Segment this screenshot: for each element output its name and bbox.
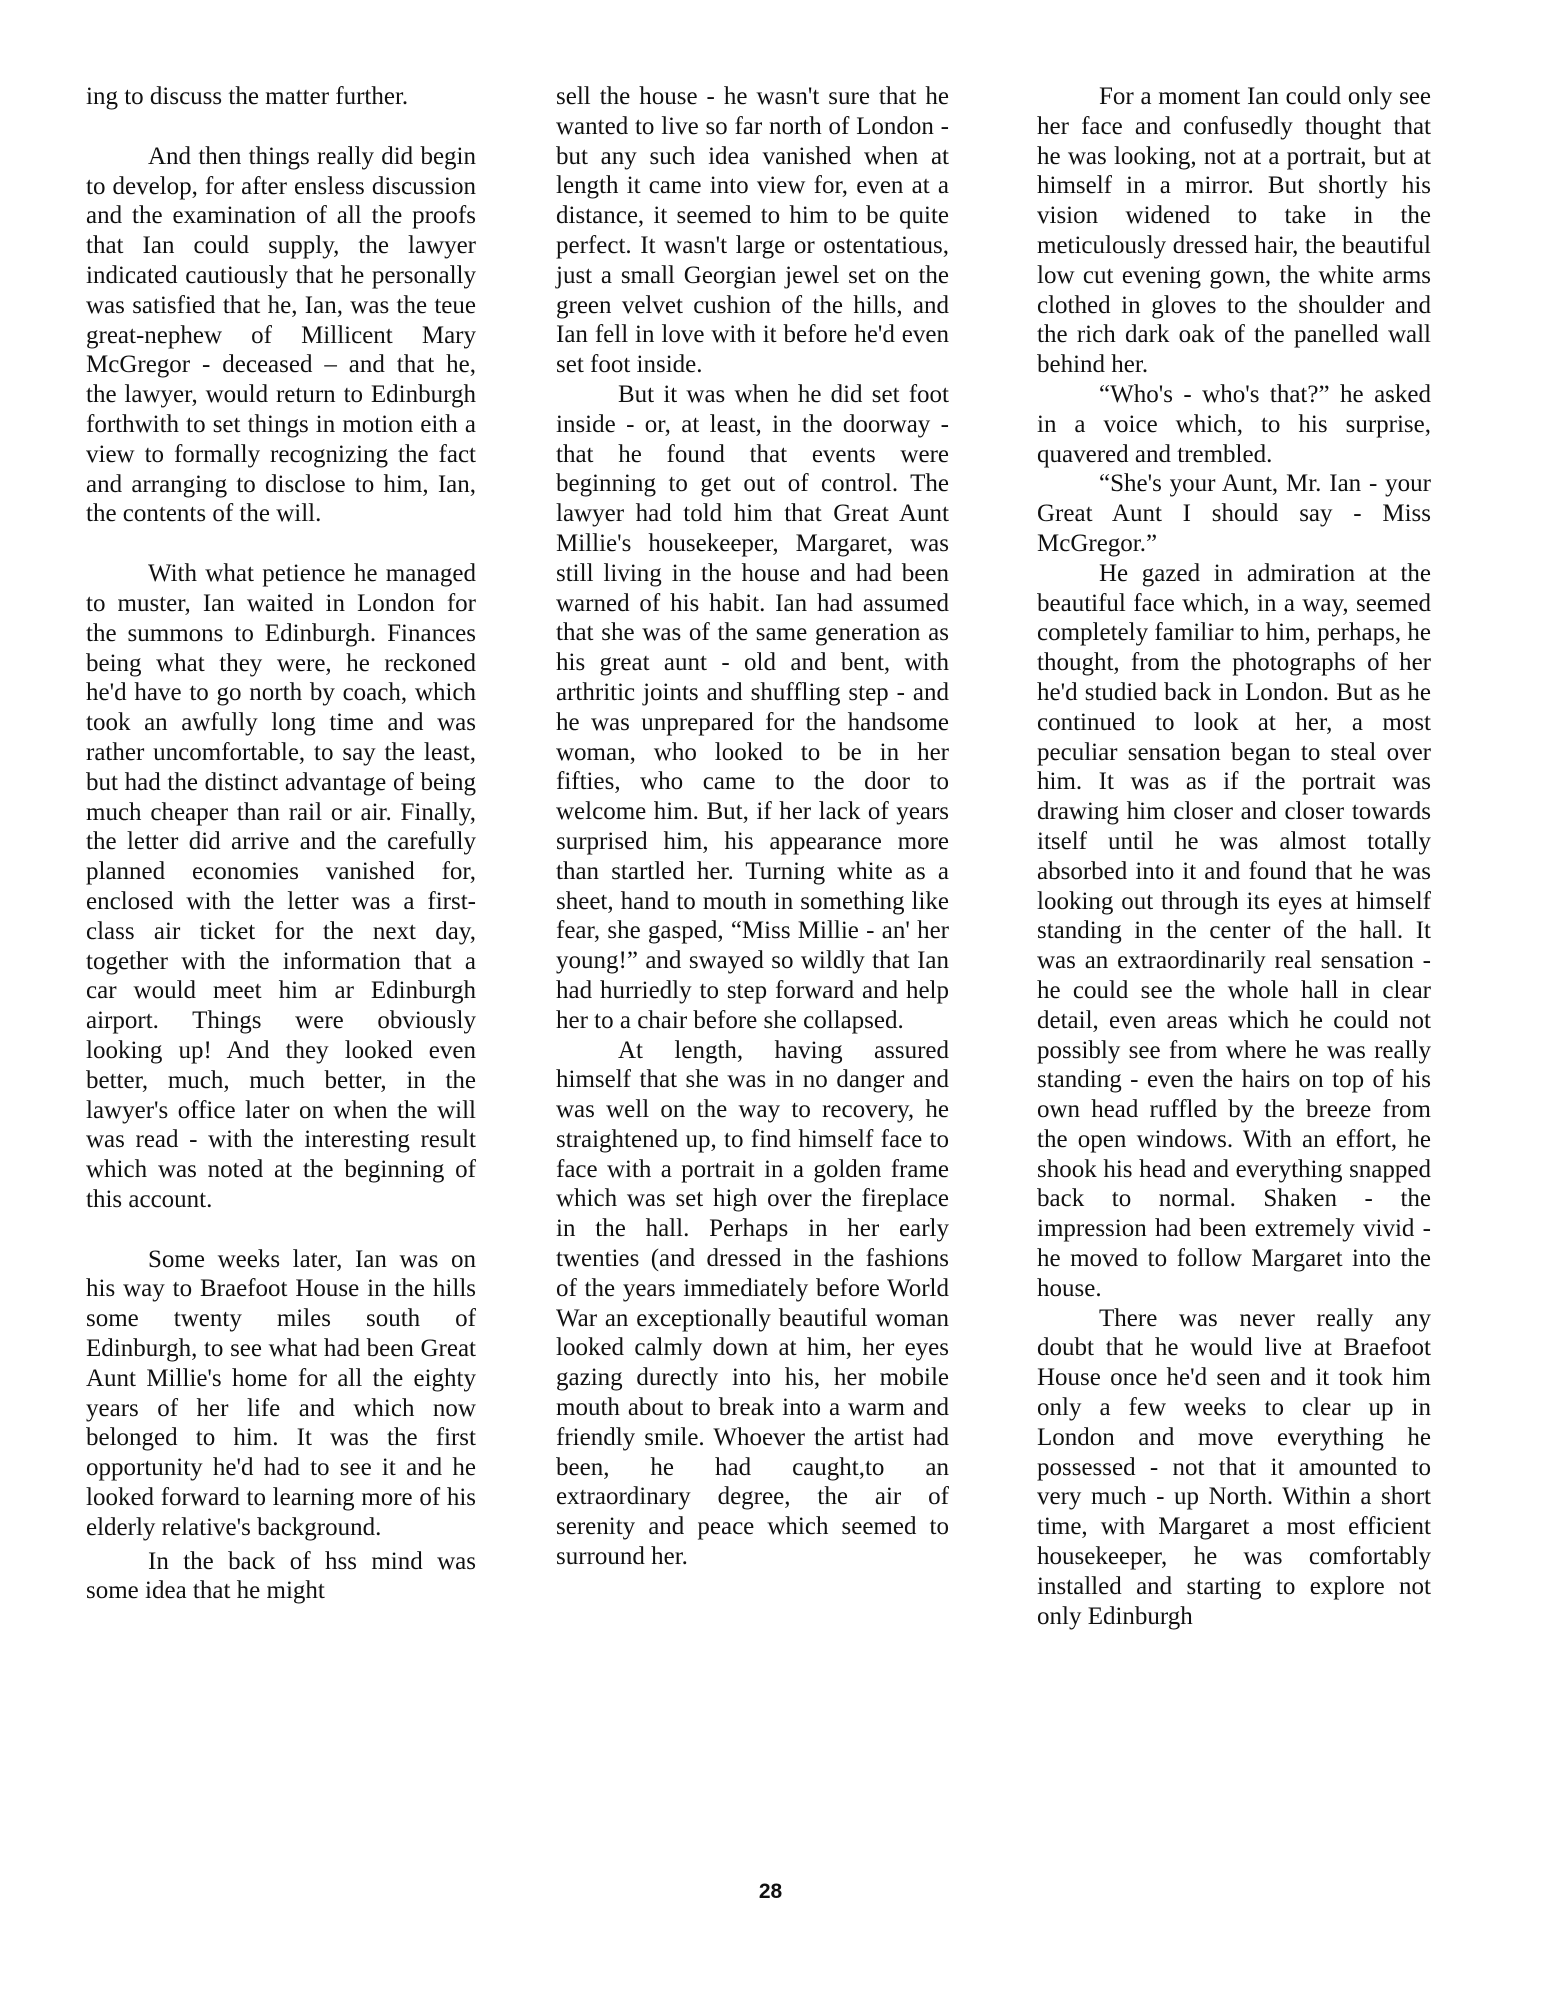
paragraph: With what petience he managed to muster, Ian waited in London for the summons to Edinburgh. Finances being what they were, he reckoned he'd have to go north by coach, which took an awfully long time and was rather uncomfortable, to say the least, but had the distinct advantage of being much cheaper than rail or air. Finally, the letter did arrive and the carefully planned economies vanished for, enclosed with the letter was a first-class air ticket for the next day, together with the information that a car would meet him ar Edinburgh airport. Things were obviously looking up! And they looked even better, much, much better, in the lawyer's office later on when the will was read - with the interesting result which was noted at the beginning of this account. bbox=[86, 560, 476, 1213]
paragraph: And then things really did begin to develop, for after ensless discussion and the examination of all the proofs that Ian could supply, the lawyer indicated cautiously that he personally was satisfied that he, Ian, was the teue great-nephew of Millicent Mary McGregor - deceased – and that he, the lawyer, would return to Edinburgh forthwith to set things in motion eith a view to formally recognizing the fact and arranging to disclose to him, Ian, the contents of the will. bbox=[86, 142, 476, 528]
paragraph: For a moment Ian could only see her face and confusedly thought that he was looking, not at a portrait, but at himself in a mirror. But shortly his vision widened to take in the meticulously dressed hair, the beautiful low cut evening gown, the white arms clothed in gloves to the shoulder and the rich dark oak of the panelled wall behind her. bbox=[1037, 83, 1431, 379]
paragraph: sell the house - he wasn't sure that he wanted to live so far north of London - but any such idea vanished when at length it came into view for, even at a distance, it seemed to him to be quite perfect. It wasn't large or ostentatious, just a small Georgian jewel set on the green velvet cushion of the hills, and Ian fell in love with it before he'd even set foot inside. bbox=[556, 83, 949, 379]
text-column-1 bbox=[86, 82, 476, 1606]
paragraph: “She's your Aunt, Mr. Ian - your Great Aunt I should say - Miss McGregor.” bbox=[1037, 470, 1431, 557]
paragraph-gap bbox=[86, 529, 476, 559]
paragraph: “Who's - who's that?” he asked in a voice which, to his surprise, quavered and trembled. bbox=[1037, 380, 1431, 468]
paragraph: Some weeks later, Ian was on his way to Braefoot House in the hills sоme twenty miles south of Edinburgh, to see what had been Great Aunt Millie's home for all the eighty years of her life and which now belonged to him. It was the first opportunity he'd had to see it and he looked forward to learning more of his elderly relative's background. bbox=[86, 1245, 476, 1541]
paragraph: In the back of hss mind was some idea that he might bbox=[86, 1547, 476, 1605]
text-column-3 bbox=[1037, 82, 1431, 1631]
paragraph-gap bbox=[86, 112, 476, 142]
paragraph: At length, having assured himself that she was in no danger and was well on the way to recovery, he straightened up, to find himself face to face with a portrait in a golden frame which was set high over the fireplace in the hall. Perhaps in her early twenties (and dressed in the fashions of the years immediately before World War an exceptionally beautiful woman looked calmly down at him, her eyes gazing durectly into his, her mobile mouth about to break into a warm and friendly smile. Whoever the artist had been, he had caught,to an extraordinary degree, the air of serenity and peace which seemed to surround her. bbox=[556, 1036, 949, 1571]
paragraph: He gazed in admiration at the beautiful face which, in a way, seemed completely familiar to him, perhaps, he thought, from the photographs of her he'd studied back in London. But as he continued to look at her, a most peculiar sensation began to steal over him. It was as if the portrait was drawing him closer and closer towards itself until he was almost totally absorbed into it and found that he was looking out through its eyes at himself standing in the center of the hall. It was an extraordinarily real sensation - he could see the whole hall in clear detail, even areas which he could not possibly see from where he was really standing - even the hairs on top of his own head ruffled by the breeze from the open windows. With an effort, he shook his head and everything snapped back to normal. Shaken - the impression had been extremely vivid - he moved to follow Margaret into the house. bbox=[1037, 559, 1431, 1302]
paragraph: But it was when he did set foot inside - or, at least, in the doorway - that he found that events were beginning to get out of control. The lawyer had told him that Great Aunt Millie's housekeeper, Margaret, was still living in the house and had been warned of his habit. Ian had assumed that she was of the same generation as his great aunt - old and bent, with arthritic joints and shuffling step - and he was unprepared for the handsome woman, who looked to be in her fifties, who came to the door to welcome him. But, if her lack of years surprised him, his appearance more than startled her. Turning white as a sheet, hand to mouth in something like fear, she gasped, “Miss Millie - an' her young!” and swayed so wildly that Ian had hurriedly to step forward and help her to a chair before she collapsed. bbox=[556, 380, 949, 1034]
paragraph: ing to discuss the matter further. bbox=[86, 83, 409, 110]
text-column-2 bbox=[556, 82, 949, 1572]
paragraph: There was never really any doubt that he would live at Braefoot House once he'd seen and it took him only a few weeks to clear up in London and move everything he possessed - not that it amounted to very much - up North. Within a short time, with Margaret a most efficient housekeeper, he was comfortably installed and starting to explore not only Edinburgh bbox=[1037, 1304, 1431, 1630]
page-number: 28 bbox=[758, 1880, 783, 1903]
paragraph-gap bbox=[86, 1215, 476, 1245]
